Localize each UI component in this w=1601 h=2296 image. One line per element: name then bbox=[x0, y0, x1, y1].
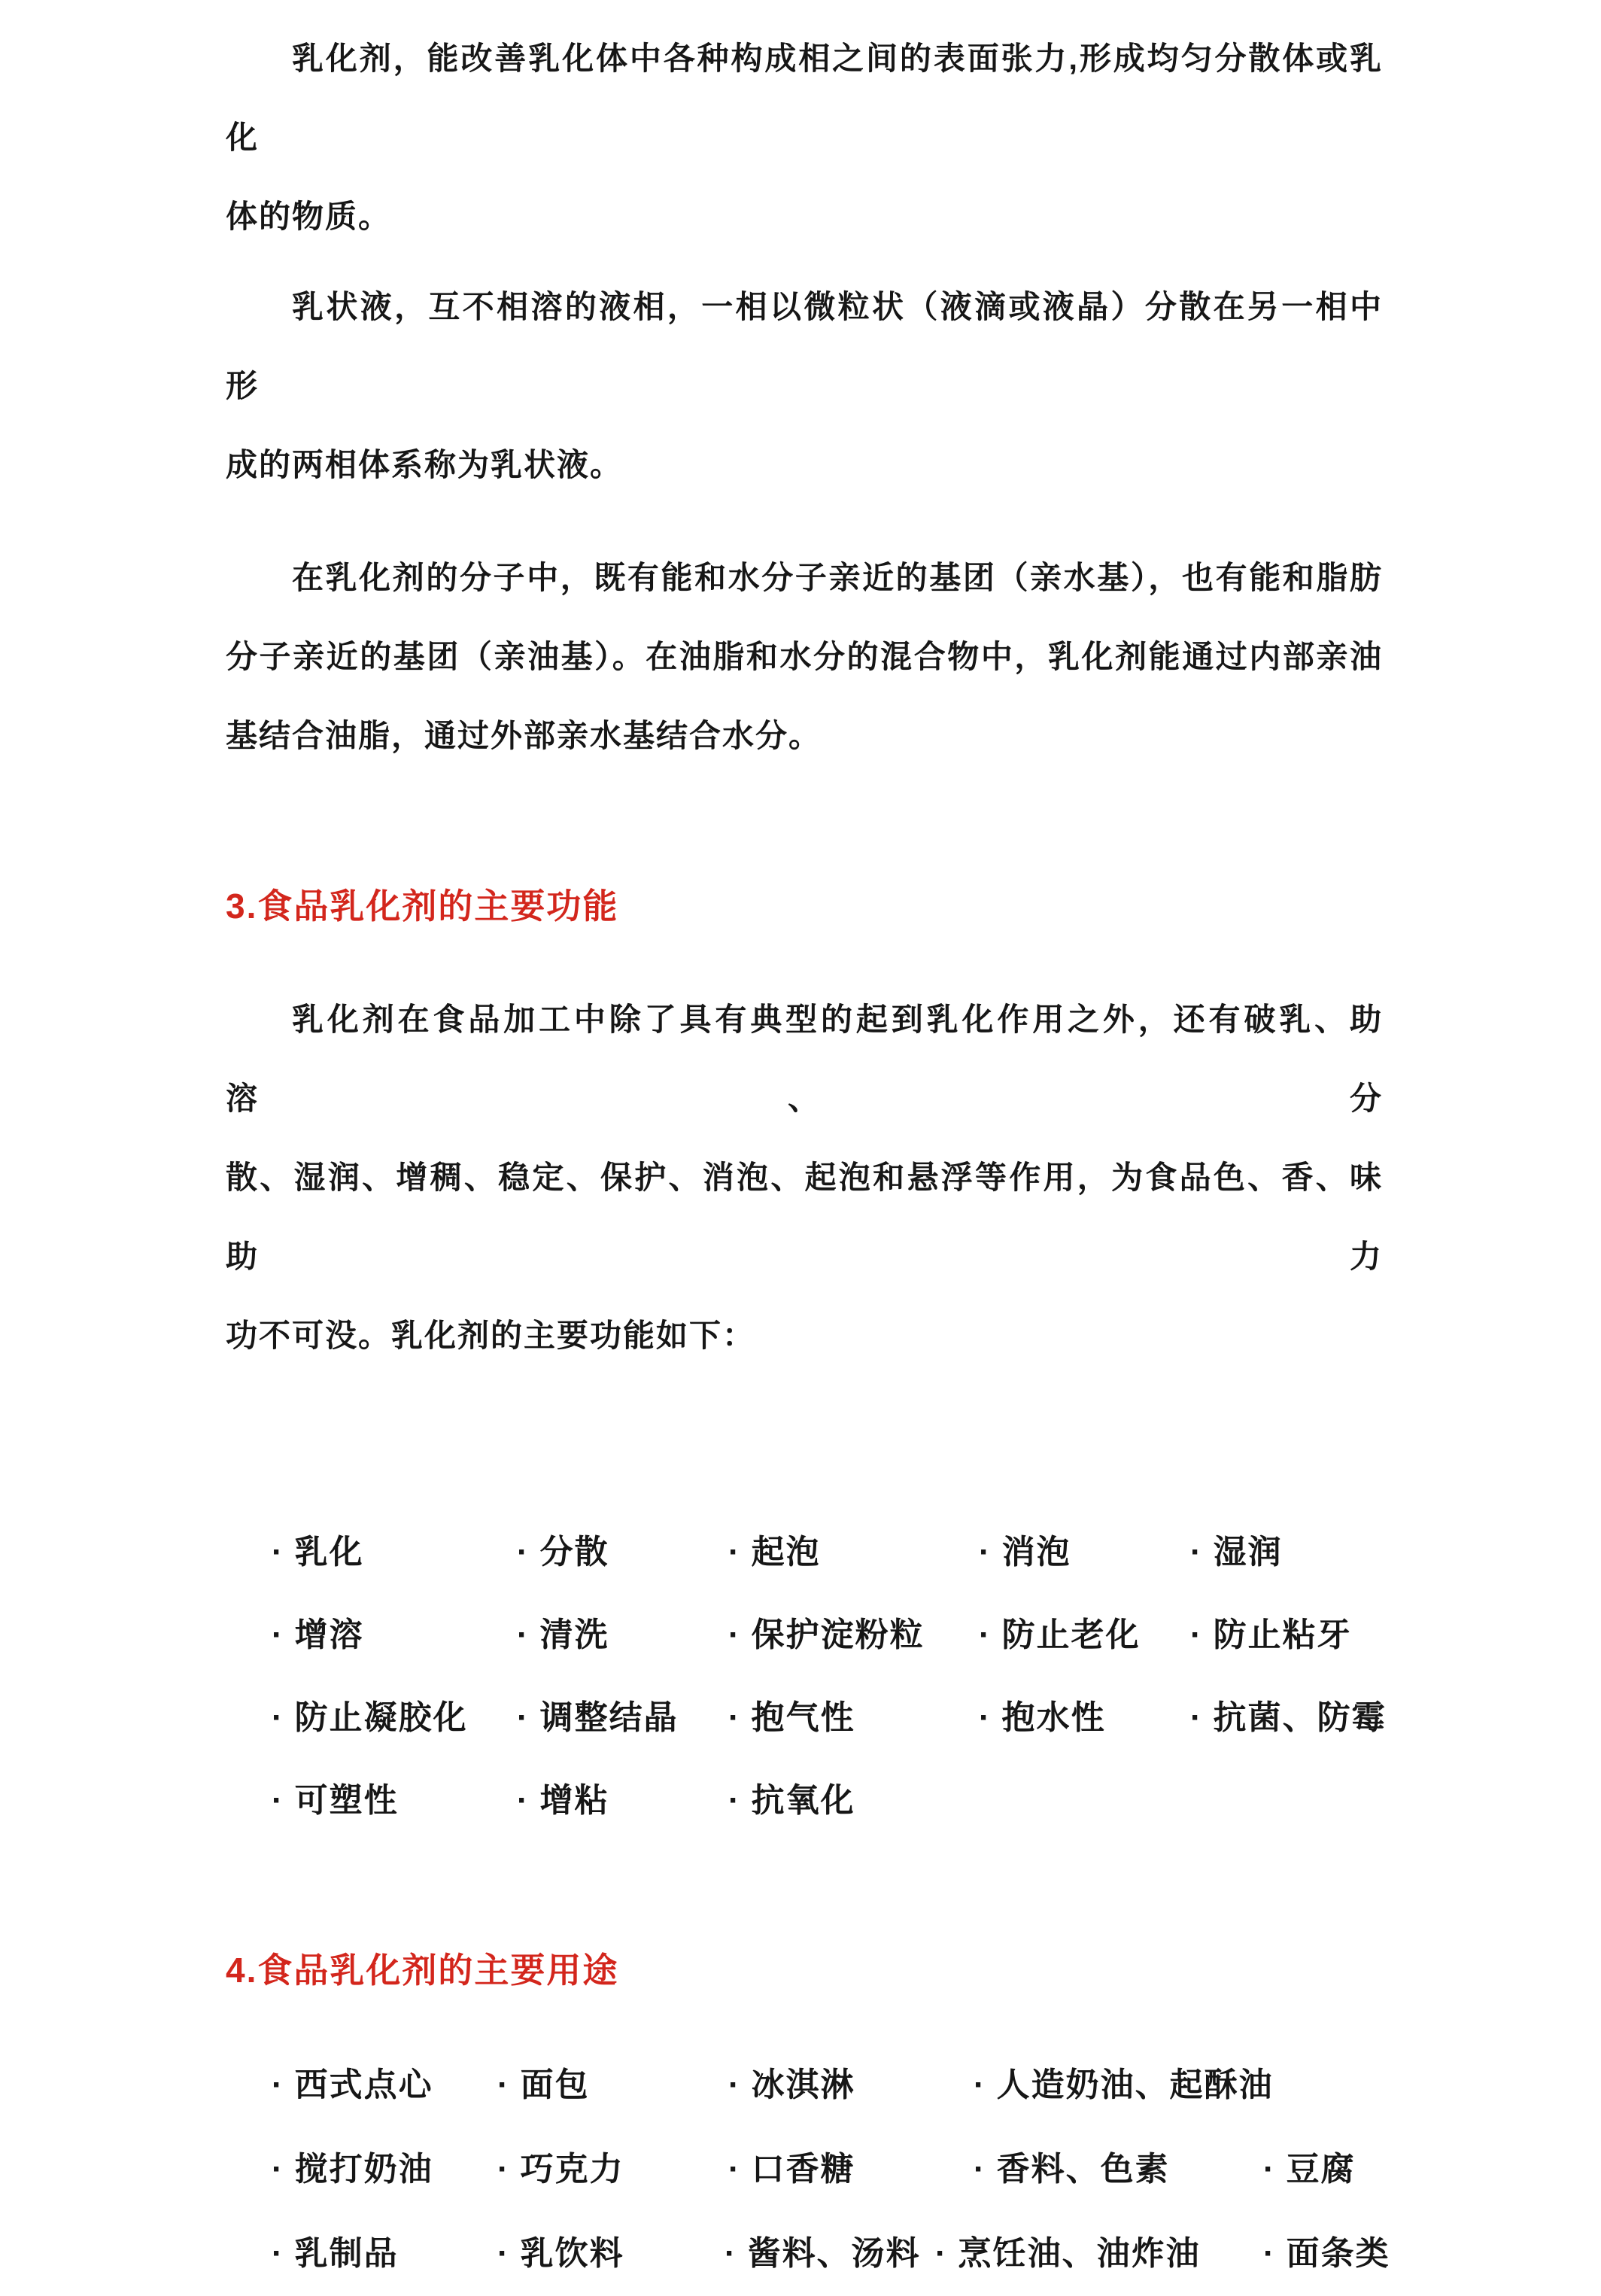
paragraph-line: 乳化剂在食品加工中除了具有典型的起到乳化作用之外，还有破乳、助溶、分 bbox=[226, 1002, 1383, 1116]
item-label: 香料、色素 bbox=[996, 2151, 1170, 2188]
paragraph-line: 基结合油脂，通过外部亲水基结合水分。 bbox=[226, 718, 822, 753]
body-paragraph bbox=[226, 538, 1383, 775]
bullet-dot: · bbox=[979, 1534, 992, 1571]
list-row bbox=[226, 2127, 1383, 2212]
list-item bbox=[517, 1677, 679, 1759]
list-row bbox=[226, 2043, 1383, 2127]
item-label: 起泡 bbox=[751, 1534, 821, 1571]
bullet-dot: · bbox=[1190, 1534, 1203, 1571]
list-item bbox=[272, 2043, 433, 2127]
list-row bbox=[226, 1759, 1383, 1842]
list-item bbox=[728, 1511, 821, 1594]
list-item bbox=[497, 2212, 624, 2296]
list-row bbox=[226, 1594, 1383, 1677]
bullet-dot: · bbox=[1263, 2235, 1276, 2272]
item-label: 调整结晶 bbox=[539, 1699, 679, 1736]
list-row bbox=[226, 1511, 1383, 1594]
list-item bbox=[974, 2043, 1274, 2127]
list-item bbox=[517, 1759, 609, 1842]
bullet-dot: · bbox=[728, 1534, 741, 1571]
list-item bbox=[272, 2127, 433, 2212]
list-item bbox=[1263, 2127, 1356, 2212]
list-item bbox=[728, 2043, 855, 2127]
bullet-dot: · bbox=[272, 2151, 284, 2188]
section-heading-uses: 4.食品乳化剂的主要用途 bbox=[226, 1951, 619, 1990]
list-item bbox=[1190, 1511, 1283, 1594]
list-item bbox=[728, 1677, 855, 1759]
bullet-dot: · bbox=[517, 1616, 530, 1653]
item-label: 防止老化 bbox=[1001, 1616, 1141, 1653]
list-item bbox=[979, 1677, 1106, 1759]
list-item bbox=[1190, 1594, 1352, 1677]
list-item bbox=[497, 2043, 590, 2127]
paragraph-line: 分子亲近的基团（亲油基）。在油脂和水分的混合物中，乳化剂能通过内部亲油 bbox=[226, 639, 1383, 674]
bullet-dot: · bbox=[728, 1616, 741, 1653]
item-label: 口香糖 bbox=[751, 2151, 855, 2188]
bullet-dot: · bbox=[272, 1699, 284, 1736]
list-item bbox=[517, 1594, 609, 1677]
item-label: 分散 bbox=[539, 1534, 609, 1571]
list-item bbox=[517, 1511, 609, 1594]
body-paragraph bbox=[226, 19, 1383, 256]
bullet-dot: · bbox=[728, 1782, 741, 1819]
paragraph-line: 功不可没。乳化剂的主要功能如下： bbox=[226, 1318, 756, 1353]
paragraph-line: 在乳化剂的分子中，既有能和水分子亲近的基团（亲水基），也有能和脂肪 bbox=[292, 560, 1383, 595]
item-label: 烹饪油、油炸油 bbox=[958, 2235, 1201, 2272]
list-item bbox=[728, 2127, 855, 2212]
bullet-dot: · bbox=[272, 1534, 284, 1571]
paragraph-line: 乳状液，互不相溶的液相，一相以微粒状（液滴或液晶）分散在另一相中形 bbox=[226, 289, 1383, 403]
list-item bbox=[979, 1511, 1071, 1594]
item-label: 乳制品 bbox=[294, 2235, 399, 2272]
item-label: 乳化 bbox=[294, 1534, 364, 1571]
item-label: 增溶 bbox=[294, 1616, 364, 1653]
bullet-dot: · bbox=[517, 1782, 530, 1819]
paragraph-line: 散、湿润、增稠、稳定、保护、消泡、起泡和悬浮等作用，为食品色、香、味助力 bbox=[226, 1160, 1383, 1274]
bullet-dot: · bbox=[1190, 1616, 1203, 1653]
item-label: 人造奶油、起酥油 bbox=[996, 2066, 1274, 2103]
bullet-dot: · bbox=[1190, 1699, 1203, 1736]
list-item bbox=[272, 1594, 364, 1677]
bullet-dot: · bbox=[272, 2235, 284, 2272]
list-item bbox=[272, 1759, 399, 1842]
body-paragraph bbox=[226, 267, 1383, 504]
bullet-dot: · bbox=[497, 2151, 510, 2188]
bullet-dot: · bbox=[517, 1699, 530, 1736]
item-label: 消泡 bbox=[1001, 1534, 1071, 1571]
body-paragraph bbox=[226, 980, 1383, 1375]
item-label: 可塑性 bbox=[294, 1782, 399, 1819]
item-label: 保护淀粉粒 bbox=[751, 1616, 925, 1653]
bullet-dot: · bbox=[728, 2151, 741, 2188]
functions-list bbox=[226, 1511, 1387, 1842]
list-item bbox=[728, 1594, 925, 1677]
item-label: 防止粘牙 bbox=[1213, 1616, 1352, 1653]
bullet-dot: · bbox=[979, 1699, 992, 1736]
bullet-dot: · bbox=[725, 2235, 737, 2272]
item-label: 搅打奶油 bbox=[294, 2151, 433, 2188]
uses-list bbox=[226, 2043, 1390, 2296]
bullet-dot: · bbox=[979, 1616, 992, 1653]
paragraph-line: 体的物质。 bbox=[226, 199, 392, 234]
item-label: 冰淇淋 bbox=[751, 2066, 855, 2103]
item-label: 防止凝胶化 bbox=[294, 1699, 468, 1736]
paragraph-line: 成的两相体系称为乳状液。 bbox=[226, 447, 624, 482]
item-label: 清洗 bbox=[539, 1616, 609, 1653]
list-item bbox=[272, 1677, 468, 1759]
item-label: 面条类 bbox=[1286, 2235, 1390, 2272]
bullet-dot: · bbox=[1263, 2151, 1276, 2188]
item-label: 面包 bbox=[520, 2066, 590, 2103]
bullet-dot: · bbox=[497, 2066, 510, 2103]
list-item bbox=[272, 2212, 399, 2296]
item-label: 抱水性 bbox=[1001, 1699, 1106, 1736]
item-label: 抗菌、防霉 bbox=[1213, 1699, 1387, 1736]
item-label: 巧克力 bbox=[520, 2151, 624, 2188]
paragraph-line: 乳化剂，能改善乳化体中各种构成相之间的表面张力,形成均匀分散体或乳化 bbox=[226, 41, 1383, 155]
bullet-dot: · bbox=[517, 1534, 530, 1571]
bullet-dot: · bbox=[272, 1616, 284, 1653]
list-item bbox=[272, 1511, 364, 1594]
list-item bbox=[1190, 1677, 1387, 1759]
item-label: 西式点心 bbox=[294, 2066, 433, 2103]
bullet-dot: · bbox=[974, 2151, 986, 2188]
list-item bbox=[974, 2127, 1170, 2212]
item-label: 抱气性 bbox=[751, 1699, 855, 1736]
list-item bbox=[497, 2127, 624, 2212]
list-item bbox=[1263, 2212, 1390, 2296]
item-label: 乳饮料 bbox=[520, 2235, 624, 2272]
item-label: 豆腐 bbox=[1286, 2151, 1356, 2188]
bullet-dot: · bbox=[272, 2066, 284, 2103]
list-item bbox=[979, 1594, 1141, 1677]
bullet-dot: · bbox=[974, 2066, 986, 2103]
item-label: 增粘 bbox=[539, 1782, 609, 1819]
section-heading-functions: 3.食品乳化剂的主要功能 bbox=[226, 886, 619, 926]
item-label: 湿润 bbox=[1213, 1534, 1283, 1571]
item-label: 酱料、汤料 bbox=[747, 2235, 921, 2272]
list-item bbox=[728, 1759, 855, 1842]
list-row bbox=[226, 2212, 1390, 2296]
list-item bbox=[725, 2212, 921, 2296]
bullet-dot: · bbox=[728, 2066, 741, 2103]
list-row bbox=[226, 1677, 1387, 1759]
bullet-dot: · bbox=[728, 1699, 741, 1736]
list-item bbox=[935, 2212, 1201, 2296]
item-label: 抗氧化 bbox=[751, 1782, 855, 1819]
bullet-dot: · bbox=[272, 1782, 284, 1819]
bullet-dot: · bbox=[497, 2235, 510, 2272]
bullet-dot: · bbox=[935, 2235, 948, 2272]
